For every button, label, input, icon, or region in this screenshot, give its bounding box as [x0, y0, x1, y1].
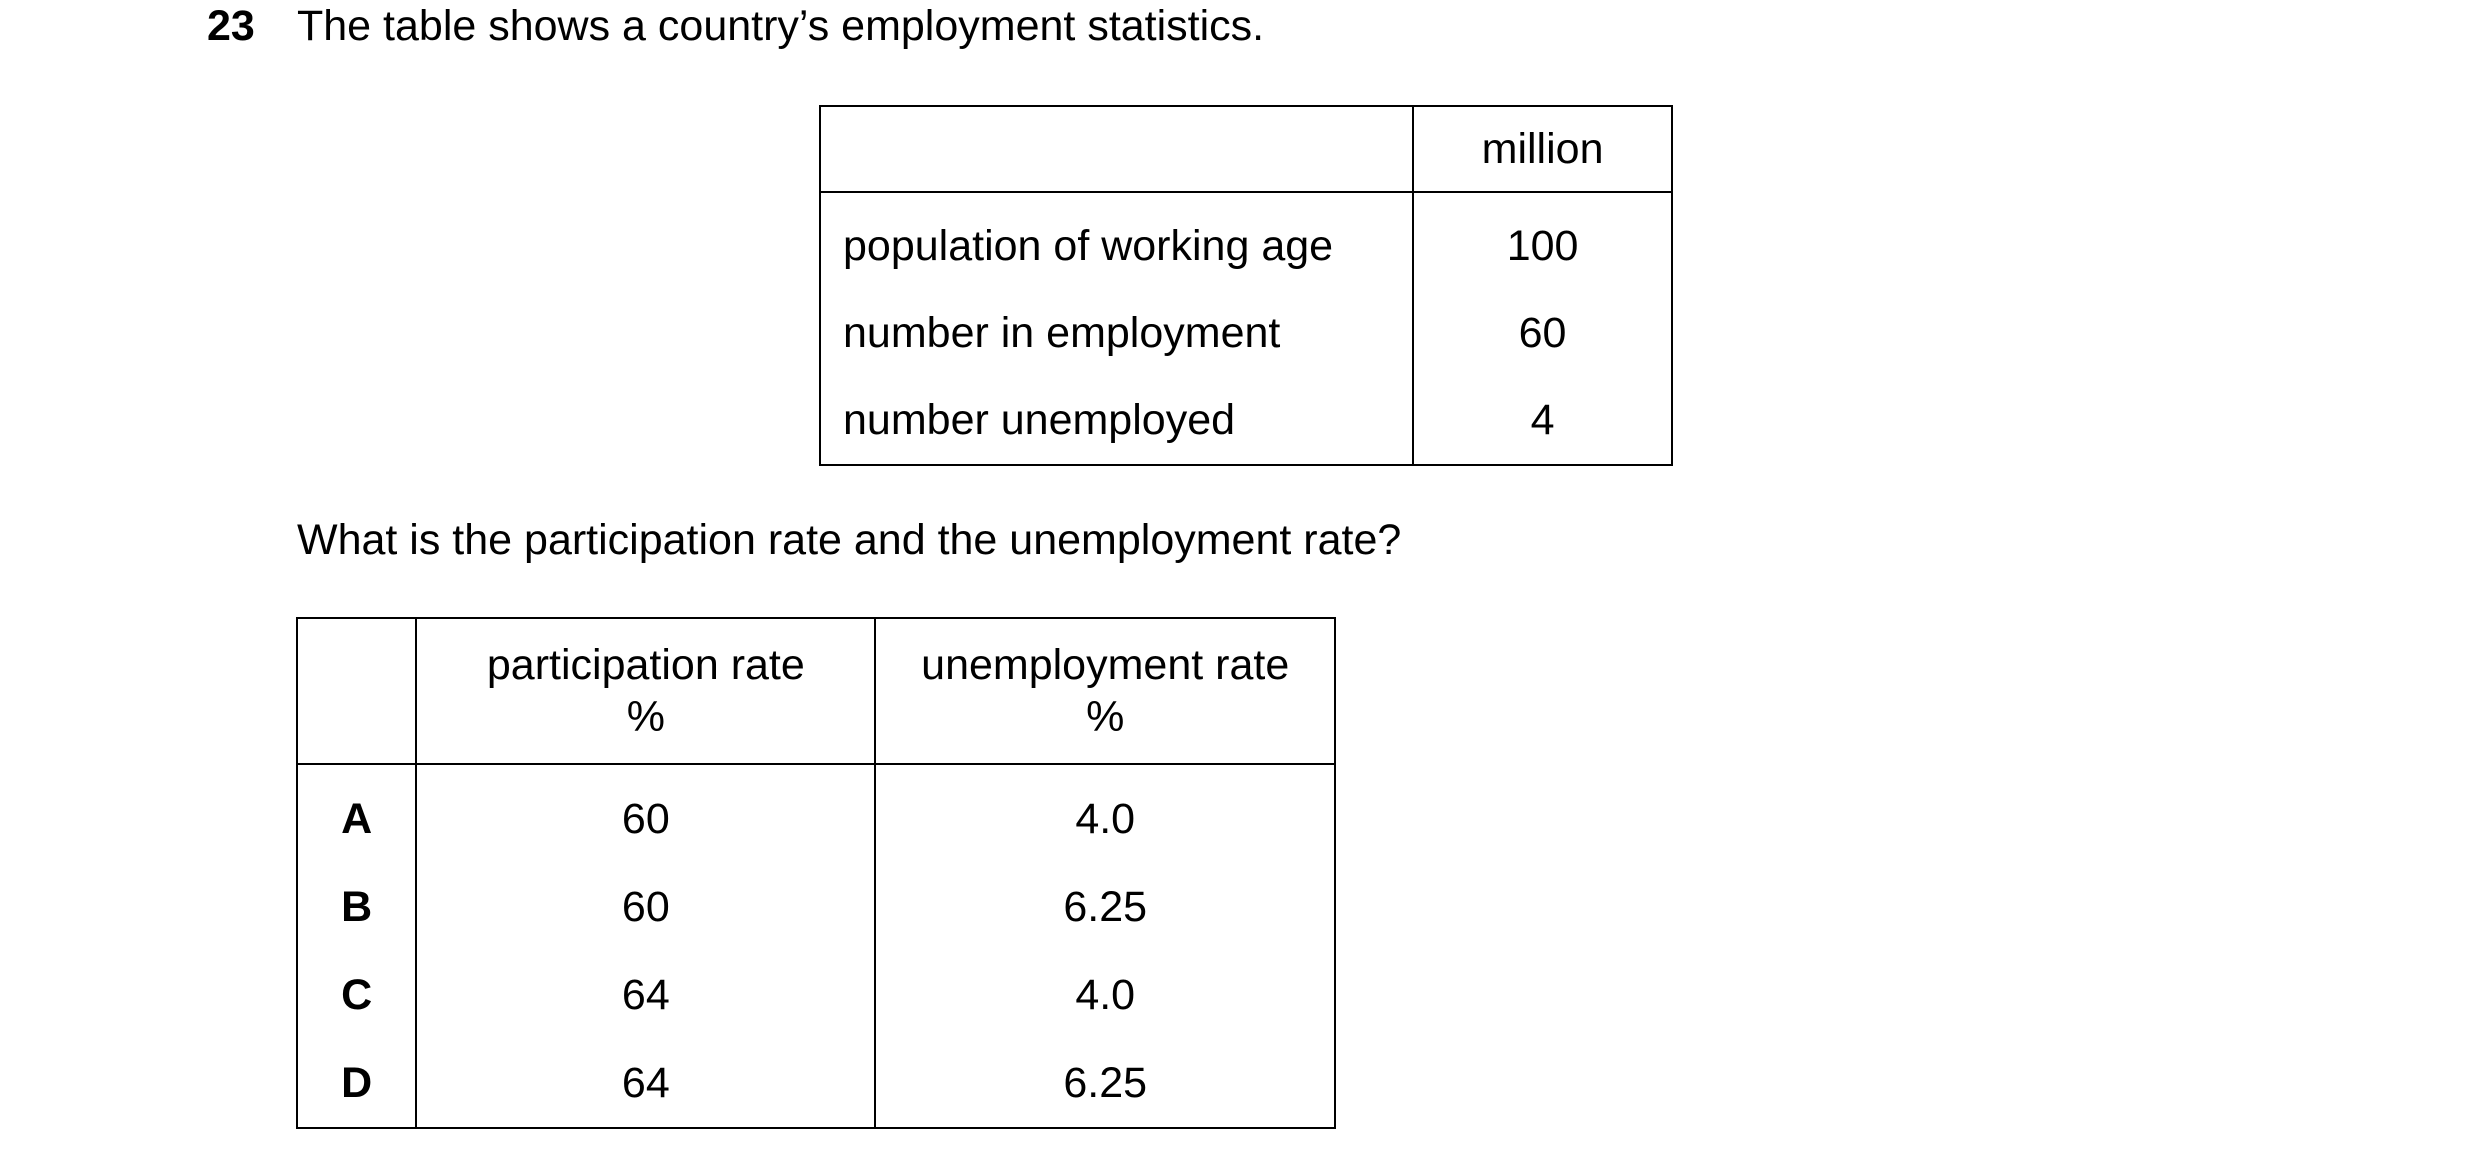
option-letter: A: [297, 764, 416, 863]
row-value: 4: [1413, 377, 1672, 465]
header-unit: %: [1086, 693, 1125, 741]
option-row-a: [297, 764, 1335, 863]
row-label: number in employment: [820, 290, 1413, 377]
question-number: 23: [207, 2, 255, 50]
table-row: [820, 290, 1672, 377]
employment-statistics-table: [819, 105, 1673, 466]
option-unemployment: 6.25: [875, 1039, 1335, 1128]
header-unit: %: [626, 693, 665, 741]
option-letter: C: [297, 951, 416, 1039]
table-header-row: [820, 106, 1672, 192]
header-participation-cell: [416, 618, 875, 764]
table-header-row: [297, 618, 1335, 764]
option-row-d: [297, 1039, 1335, 1128]
header-unit-cell: million: [1413, 106, 1672, 192]
row-value: 60: [1413, 290, 1672, 377]
header-letter-cell: [297, 618, 416, 764]
option-row-b: [297, 863, 1335, 951]
option-participation: 60: [416, 863, 875, 951]
option-letter: B: [297, 863, 416, 951]
row-label: population of working age: [820, 192, 1413, 290]
option-unemployment: 4.0: [875, 764, 1335, 863]
option-unemployment: 4.0: [875, 951, 1335, 1039]
row-label: number unemployed: [820, 377, 1413, 465]
option-participation: 64: [416, 951, 875, 1039]
option-participation: 60: [416, 764, 875, 863]
option-letter: D: [297, 1039, 416, 1128]
option-participation: 64: [416, 1039, 875, 1128]
question-prompt: What is the participation rate and the unemployment rate?: [297, 516, 1402, 564]
header-label-cell: [820, 106, 1413, 192]
option-row-c: [297, 951, 1335, 1039]
header-line: unemployment rate: [921, 641, 1290, 689]
header-line: participation rate: [486, 641, 805, 689]
header-unemployment-cell: [875, 618, 1335, 764]
row-value: 100: [1413, 192, 1672, 290]
option-unemployment: 6.25: [875, 863, 1335, 951]
table-row: [820, 192, 1672, 290]
question-text: The table shows a country’s employment statistics.: [297, 2, 1265, 50]
table-row: [820, 377, 1672, 465]
answer-options-table: [296, 617, 1336, 1129]
